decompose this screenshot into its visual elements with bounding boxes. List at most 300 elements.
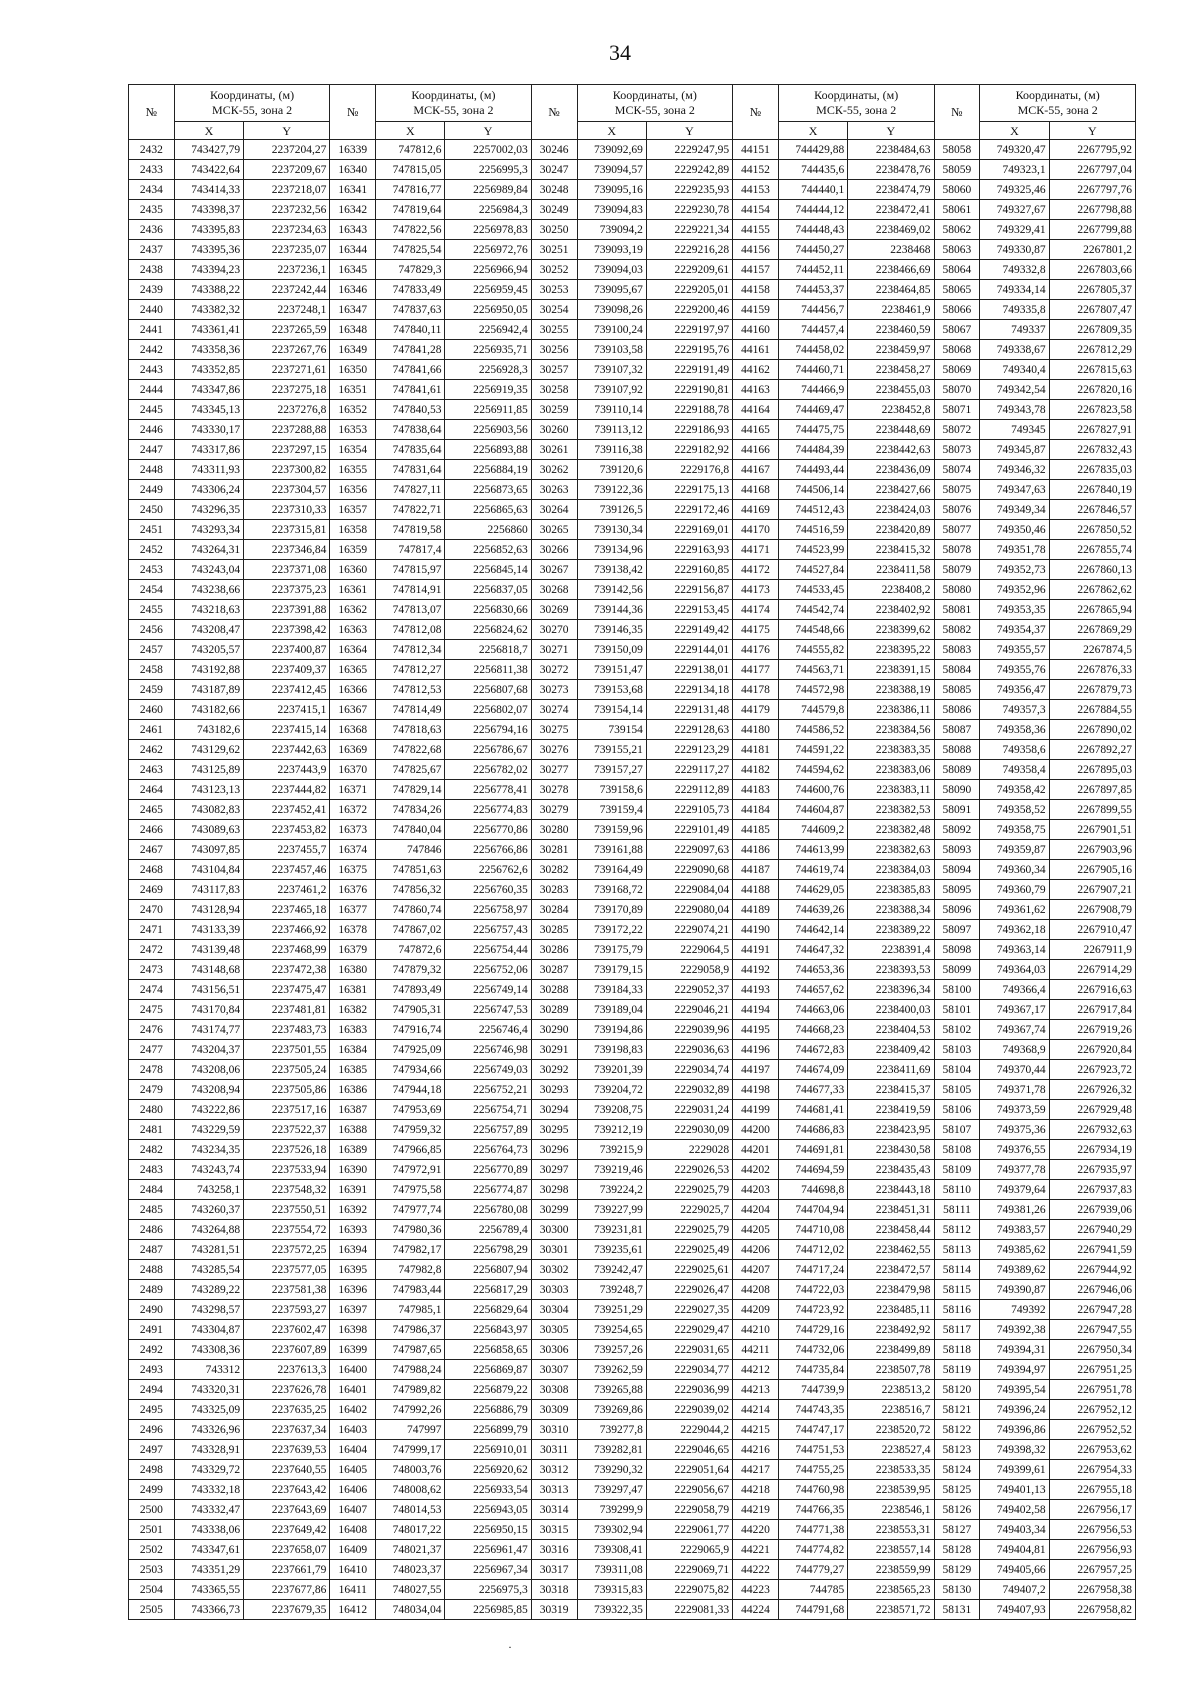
x-coordinate-cell: 749403,34 <box>980 1520 1049 1540</box>
x-coordinate-cell: 743243,04 <box>174 560 243 580</box>
table-row <box>129 1580 1136 1600</box>
x-coordinate-cell: 744493,44 <box>778 460 847 480</box>
x-coordinate-cell: 739103,58 <box>577 340 646 360</box>
y-coordinate-cell: 2237522,37 <box>244 1120 330 1140</box>
point-number-cell: 44207 <box>733 1260 779 1280</box>
x-coordinate-cell: 749351,78 <box>980 540 1049 560</box>
y-coordinate-cell: 2237572,25 <box>244 1240 330 1260</box>
x-coordinate-cell: 743234,35 <box>174 1140 243 1160</box>
point-number-cell: 2455 <box>129 600 175 620</box>
y-coordinate-cell: 2267895,03 <box>1049 760 1135 780</box>
point-number-cell: 30312 <box>531 1460 577 1480</box>
table-row <box>129 960 1136 980</box>
x-coordinate-cell: 744657,62 <box>778 980 847 1000</box>
table-row <box>129 880 1136 900</box>
column-header-y: Y <box>1049 122 1135 140</box>
y-coordinate-cell: 2229090,68 <box>646 860 732 880</box>
point-number-cell: 30258 <box>531 380 577 400</box>
y-coordinate-cell: 2267946,06 <box>1049 1280 1135 1300</box>
x-coordinate-cell: 739095,67 <box>577 280 646 300</box>
point-number-cell: 2449 <box>129 480 175 500</box>
point-number-cell: 58129 <box>934 1560 980 1580</box>
y-coordinate-cell: 2237398,42 <box>244 620 330 640</box>
point-number-cell: 58073 <box>934 440 980 460</box>
y-coordinate-cell: 2237533,94 <box>244 1160 330 1180</box>
y-coordinate-cell: 2229046,65 <box>646 1440 732 1460</box>
point-number-cell: 16344 <box>330 240 376 260</box>
point-number-cell: 16360 <box>330 560 376 580</box>
coordinate-system-label: МСК-55, зона 2 <box>413 103 494 117</box>
x-coordinate-cell: 739098,26 <box>577 300 646 320</box>
y-coordinate-cell: 2237577,05 <box>244 1260 330 1280</box>
x-coordinate-cell: 739308,41 <box>577 1540 646 1560</box>
y-coordinate-cell: 2237234,63 <box>244 220 330 240</box>
y-coordinate-cell: 2267850,52 <box>1049 520 1135 540</box>
point-number-cell: 30274 <box>531 700 577 720</box>
x-coordinate-cell: 743170,84 <box>174 1000 243 1020</box>
x-coordinate-cell: 743148,68 <box>174 960 243 980</box>
x-coordinate-cell: 747983,44 <box>376 1280 445 1300</box>
y-coordinate-cell: 2238460,59 <box>848 320 934 340</box>
y-coordinate-cell: 2267953,62 <box>1049 1440 1135 1460</box>
point-number-cell: 16406 <box>330 1480 376 1500</box>
x-coordinate-cell: 748017,22 <box>376 1520 445 1540</box>
y-coordinate-cell: 2256752,06 <box>445 960 531 980</box>
table-row <box>129 1340 1136 1360</box>
y-coordinate-cell: 2229064,5 <box>646 940 732 960</box>
point-number-cell: 2461 <box>129 720 175 740</box>
x-coordinate-cell: 739299,9 <box>577 1500 646 1520</box>
x-coordinate-cell: 739208,75 <box>577 1100 646 1120</box>
column-header-number: № <box>733 85 779 140</box>
x-coordinate-cell: 744755,25 <box>778 1460 847 1480</box>
x-coordinate-cell: 743352,85 <box>174 360 243 380</box>
point-number-cell: 2452 <box>129 540 175 560</box>
x-coordinate-cell: 739095,16 <box>577 180 646 200</box>
y-coordinate-cell: 2237637,34 <box>244 1420 330 1440</box>
point-number-cell: 58090 <box>934 780 980 800</box>
y-coordinate-cell: 2267947,28 <box>1049 1300 1135 1320</box>
y-coordinate-cell: 2267952,12 <box>1049 1400 1135 1420</box>
table-header <box>129 85 1136 140</box>
y-coordinate-cell: 2256978,83 <box>445 220 531 240</box>
x-coordinate-cell: 743285,54 <box>174 1260 243 1280</box>
x-coordinate-cell: 739144,36 <box>577 600 646 620</box>
y-coordinate-cell: 2267840,19 <box>1049 480 1135 500</box>
x-coordinate-cell: 749320,47 <box>980 140 1049 160</box>
x-coordinate-cell: 739179,15 <box>577 960 646 980</box>
point-number-cell: 58102 <box>934 1020 980 1040</box>
y-coordinate-cell: 2237483,73 <box>244 1020 330 1040</box>
x-coordinate-cell: 747840,53 <box>376 400 445 420</box>
y-coordinate-cell: 2256860 <box>445 520 531 540</box>
point-number-cell: 16377 <box>330 900 376 920</box>
point-number-cell: 58059 <box>934 160 980 180</box>
y-coordinate-cell: 2237346,84 <box>244 540 330 560</box>
x-coordinate-cell: 749360,79 <box>980 880 1049 900</box>
point-number-cell: 16397 <box>330 1300 376 1320</box>
point-number-cell: 44154 <box>733 200 779 220</box>
x-coordinate-cell: 747988,24 <box>376 1360 445 1380</box>
point-number-cell: 44204 <box>733 1200 779 1220</box>
column-header-coordinates <box>577 85 733 122</box>
y-coordinate-cell: 2238435,43 <box>848 1160 934 1180</box>
x-coordinate-cell: 749353,35 <box>980 600 1049 620</box>
x-coordinate-cell: 744512,43 <box>778 500 847 520</box>
point-number-cell: 30248 <box>531 180 577 200</box>
y-coordinate-cell: 2237593,27 <box>244 1300 330 1320</box>
y-coordinate-cell: 2229200,46 <box>646 300 732 320</box>
x-coordinate-cell: 743395,36 <box>174 240 243 260</box>
coordinates-units-label: Координаты, (м) <box>814 88 899 102</box>
x-coordinate-cell: 739093,19 <box>577 240 646 260</box>
y-coordinate-cell: 2256754,44 <box>445 940 531 960</box>
point-number-cell: 44186 <box>733 840 779 860</box>
point-number-cell: 58062 <box>934 220 980 240</box>
y-coordinate-cell: 2238393,53 <box>848 960 934 980</box>
point-number-cell: 44216 <box>733 1440 779 1460</box>
y-coordinate-cell: 2256774,83 <box>445 800 531 820</box>
x-coordinate-cell: 744785 <box>778 1580 847 1600</box>
y-coordinate-cell: 2238391,15 <box>848 660 934 680</box>
y-coordinate-cell: 2256967,34 <box>445 1560 531 1580</box>
y-coordinate-cell: 2256950,15 <box>445 1520 531 1540</box>
x-coordinate-cell: 744760,98 <box>778 1480 847 1500</box>
x-coordinate-cell: 748023,37 <box>376 1560 445 1580</box>
y-coordinate-cell: 2229074,21 <box>646 920 732 940</box>
x-coordinate-cell: 744704,94 <box>778 1200 847 1220</box>
point-number-cell: 44209 <box>733 1300 779 1320</box>
x-coordinate-cell: 749329,41 <box>980 220 1049 240</box>
point-number-cell: 16347 <box>330 300 376 320</box>
point-number-cell: 58117 <box>934 1320 980 1340</box>
x-coordinate-cell: 749383,57 <box>980 1220 1049 1240</box>
x-coordinate-cell: 747812,34 <box>376 640 445 660</box>
x-coordinate-cell: 744732,06 <box>778 1340 847 1360</box>
y-coordinate-cell: 2238400,03 <box>848 1000 934 1020</box>
x-coordinate-cell: 739224,2 <box>577 1180 646 1200</box>
y-coordinate-cell: 2237310,33 <box>244 500 330 520</box>
point-number-cell: 30281 <box>531 840 577 860</box>
y-coordinate-cell: 2237391,88 <box>244 600 330 620</box>
y-coordinate-cell: 2256789,4 <box>445 1220 531 1240</box>
point-number-cell: 2456 <box>129 620 175 640</box>
x-coordinate-cell: 739201,39 <box>577 1060 646 1080</box>
x-coordinate-cell: 747987,65 <box>376 1340 445 1360</box>
point-number-cell: 44213 <box>733 1380 779 1400</box>
y-coordinate-cell: 2237607,89 <box>244 1340 330 1360</box>
point-number-cell: 2459 <box>129 680 175 700</box>
point-number-cell: 30276 <box>531 740 577 760</box>
y-coordinate-cell: 2238464,85 <box>848 280 934 300</box>
y-coordinate-cell: 2237443,9 <box>244 760 330 780</box>
point-number-cell: 16359 <box>330 540 376 560</box>
y-coordinate-cell: 2267950,34 <box>1049 1340 1135 1360</box>
table-row <box>129 1560 1136 1580</box>
y-coordinate-cell: 2267954,33 <box>1049 1460 1135 1480</box>
y-coordinate-cell: 2267815,63 <box>1049 360 1135 380</box>
table-row <box>129 700 1136 720</box>
y-coordinate-cell: 2229172,46 <box>646 500 732 520</box>
point-number-cell: 2433 <box>129 160 175 180</box>
table-row <box>129 800 1136 820</box>
x-coordinate-cell: 747966,85 <box>376 1140 445 1160</box>
x-coordinate-cell: 739130,34 <box>577 520 646 540</box>
y-coordinate-cell: 2229131,48 <box>646 700 732 720</box>
point-number-cell: 16383 <box>330 1020 376 1040</box>
y-coordinate-cell: 2229128,63 <box>646 720 732 740</box>
table-row <box>129 300 1136 320</box>
point-number-cell: 44223 <box>733 1580 779 1600</box>
y-coordinate-cell: 2237581,38 <box>244 1280 330 1300</box>
x-coordinate-cell: 743382,32 <box>174 300 243 320</box>
y-coordinate-cell: 2238424,03 <box>848 500 934 520</box>
y-coordinate-cell: 2237677,86 <box>244 1580 330 1600</box>
coordinates-units-label: Координаты, (м) <box>210 88 295 102</box>
point-number-cell: 16376 <box>330 880 376 900</box>
y-coordinate-cell: 2229046,21 <box>646 1000 732 1020</box>
point-number-cell: 16386 <box>330 1080 376 1100</box>
point-number-cell: 44156 <box>733 240 779 260</box>
y-coordinate-cell: 2237643,42 <box>244 1480 330 1500</box>
point-number-cell: 44169 <box>733 500 779 520</box>
y-coordinate-cell: 2229032,89 <box>646 1080 732 1100</box>
x-coordinate-cell: 747959,32 <box>376 1120 445 1140</box>
x-coordinate-cell: 749358,52 <box>980 800 1049 820</box>
x-coordinate-cell: 744600,76 <box>778 780 847 800</box>
point-number-cell: 16402 <box>330 1400 376 1420</box>
column-header-y: Y <box>445 122 531 140</box>
table-row <box>129 760 1136 780</box>
point-number-cell: 44151 <box>733 140 779 160</box>
x-coordinate-cell: 749390,87 <box>980 1280 1049 1300</box>
point-number-cell: 44179 <box>733 700 779 720</box>
y-coordinate-cell: 2229036,99 <box>646 1380 732 1400</box>
point-number-cell: 2450 <box>129 500 175 520</box>
x-coordinate-cell: 744771,38 <box>778 1520 847 1540</box>
point-number-cell: 16363 <box>330 620 376 640</box>
y-coordinate-cell: 2238415,37 <box>848 1080 934 1100</box>
point-number-cell: 2490 <box>129 1300 175 1320</box>
y-coordinate-cell: 2267801,2 <box>1049 240 1135 260</box>
x-coordinate-cell: 739158,6 <box>577 780 646 800</box>
x-coordinate-cell: 739215,9 <box>577 1140 646 1160</box>
x-coordinate-cell: 748003,76 <box>376 1460 445 1480</box>
x-coordinate-cell: 744774,82 <box>778 1540 847 1560</box>
point-number-cell: 16339 <box>330 140 376 160</box>
y-coordinate-cell: 2238452,8 <box>848 400 934 420</box>
point-number-cell: 30251 <box>531 240 577 260</box>
x-coordinate-cell: 747999,17 <box>376 1440 445 1460</box>
y-coordinate-cell: 2256942,4 <box>445 320 531 340</box>
x-coordinate-cell: 739277,8 <box>577 1420 646 1440</box>
point-number-cell: 44196 <box>733 1040 779 1060</box>
y-coordinate-cell: 2229075,82 <box>646 1580 732 1600</box>
x-coordinate-cell: 744563,71 <box>778 660 847 680</box>
y-coordinate-cell: 2229065,9 <box>646 1540 732 1560</box>
point-number-cell: 30271 <box>531 640 577 660</box>
x-coordinate-cell: 749394,97 <box>980 1360 1049 1380</box>
x-coordinate-cell: 744460,71 <box>778 360 847 380</box>
coordinates-table <box>128 84 1136 1620</box>
page-number: 34 <box>609 40 631 65</box>
column-header-number: № <box>531 85 577 140</box>
y-coordinate-cell: 2256966,94 <box>445 260 531 280</box>
point-number-cell: 2483 <box>129 1160 175 1180</box>
x-coordinate-cell: 747812,6 <box>376 140 445 160</box>
x-coordinate-cell: 739151,47 <box>577 660 646 680</box>
y-coordinate-cell: 2256858,65 <box>445 1340 531 1360</box>
point-number-cell: 16390 <box>330 1160 376 1180</box>
y-coordinate-cell: 2267807,47 <box>1049 300 1135 320</box>
point-number-cell: 16361 <box>330 580 376 600</box>
point-number-cell: 16340 <box>330 160 376 180</box>
y-coordinate-cell: 2256760,35 <box>445 880 531 900</box>
point-number-cell: 30255 <box>531 320 577 340</box>
x-coordinate-cell: 739116,38 <box>577 440 646 460</box>
x-coordinate-cell: 739175,79 <box>577 940 646 960</box>
x-coordinate-cell: 744484,39 <box>778 440 847 460</box>
point-number-cell: 58126 <box>934 1500 980 1520</box>
y-coordinate-cell: 2237554,72 <box>244 1220 330 1240</box>
x-coordinate-cell: 743258,1 <box>174 1180 243 1200</box>
point-number-cell: 2465 <box>129 800 175 820</box>
x-coordinate-cell: 747953,69 <box>376 1100 445 1120</box>
x-coordinate-cell: 743361,41 <box>174 320 243 340</box>
y-coordinate-cell: 2229069,71 <box>646 1560 732 1580</box>
point-number-cell: 16393 <box>330 1220 376 1240</box>
x-coordinate-cell: 743388,22 <box>174 280 243 300</box>
x-coordinate-cell: 743187,89 <box>174 680 243 700</box>
y-coordinate-cell: 2267944,92 <box>1049 1260 1135 1280</box>
y-coordinate-cell: 2238527,4 <box>848 1440 934 1460</box>
table-row <box>129 1220 1136 1240</box>
x-coordinate-cell: 744735,84 <box>778 1360 847 1380</box>
point-number-cell: 2486 <box>129 1220 175 1240</box>
point-number-cell: 2493 <box>129 1360 175 1380</box>
y-coordinate-cell: 2256873,65 <box>445 480 531 500</box>
point-number-cell: 44162 <box>733 360 779 380</box>
x-coordinate-cell: 749342,54 <box>980 380 1049 400</box>
x-coordinate-cell: 749381,26 <box>980 1200 1049 1220</box>
y-coordinate-cell: 2238388,34 <box>848 900 934 920</box>
coordinates-units-label: Координаты, (м) <box>411 88 496 102</box>
y-coordinate-cell: 2229029,47 <box>646 1320 732 1340</box>
y-coordinate-cell: 2256746,4 <box>445 1020 531 1040</box>
point-number-cell: 44175 <box>733 620 779 640</box>
point-number-cell: 2504 <box>129 1580 175 1600</box>
point-number-cell: 58106 <box>934 1100 980 1120</box>
x-coordinate-cell: 739194,86 <box>577 1020 646 1040</box>
x-coordinate-cell: 744677,33 <box>778 1080 847 1100</box>
point-number-cell: 44211 <box>733 1340 779 1360</box>
x-coordinate-cell: 747829,14 <box>376 780 445 800</box>
point-number-cell: 58099 <box>934 960 980 980</box>
y-coordinate-cell: 2256920,62 <box>445 1460 531 1480</box>
y-coordinate-cell: 2238430,58 <box>848 1140 934 1160</box>
table-row <box>129 900 1136 920</box>
point-number-cell: 30307 <box>531 1360 577 1380</box>
x-coordinate-cell: 747822,68 <box>376 740 445 760</box>
point-number-cell: 58112 <box>934 1220 980 1240</box>
column-header-coordinates <box>980 85 1136 122</box>
point-number-cell: 2447 <box>129 440 175 460</box>
y-coordinate-cell: 2238384,56 <box>848 720 934 740</box>
y-coordinate-cell: 2256869,87 <box>445 1360 531 1380</box>
y-coordinate-cell: 2229034,77 <box>646 1360 732 1380</box>
y-coordinate-cell: 2267798,88 <box>1049 200 1135 220</box>
point-number-cell: 30296 <box>531 1140 577 1160</box>
x-coordinate-cell: 744448,43 <box>778 220 847 240</box>
point-number-cell: 2448 <box>129 460 175 480</box>
y-coordinate-cell: 2237466,92 <box>244 920 330 940</box>
x-coordinate-cell: 739107,92 <box>577 380 646 400</box>
y-coordinate-cell: 2256919,35 <box>445 380 531 400</box>
x-coordinate-cell: 743345,13 <box>174 400 243 420</box>
point-number-cell: 16355 <box>330 460 376 480</box>
point-number-cell: 16374 <box>330 840 376 860</box>
table-row <box>129 400 1136 420</box>
x-coordinate-cell: 747841,28 <box>376 340 445 360</box>
point-number-cell: 30288 <box>531 980 577 1000</box>
x-coordinate-cell: 743308,36 <box>174 1340 243 1360</box>
point-number-cell: 44181 <box>733 740 779 760</box>
y-coordinate-cell: 2238492,92 <box>848 1320 934 1340</box>
point-number-cell: 44184 <box>733 800 779 820</box>
x-coordinate-cell: 749405,66 <box>980 1560 1049 1580</box>
point-number-cell: 2454 <box>129 580 175 600</box>
table-row <box>129 1260 1136 1280</box>
y-coordinate-cell: 2267939,06 <box>1049 1200 1135 1220</box>
y-coordinate-cell: 2229061,77 <box>646 1520 732 1540</box>
x-coordinate-cell: 747835,64 <box>376 440 445 460</box>
y-coordinate-cell: 2229039,96 <box>646 1020 732 1040</box>
x-coordinate-cell: 749337 <box>980 320 1049 340</box>
x-coordinate-cell: 747860,74 <box>376 900 445 920</box>
y-coordinate-cell: 2238389,22 <box>848 920 934 940</box>
y-coordinate-cell: 2238461,9 <box>848 300 934 320</box>
x-coordinate-cell: 747833,49 <box>376 280 445 300</box>
x-coordinate-cell: 739322,35 <box>577 1600 646 1620</box>
x-coordinate-cell: 739257,26 <box>577 1340 646 1360</box>
point-number-cell: 16351 <box>330 380 376 400</box>
y-coordinate-cell: 2237315,81 <box>244 520 330 540</box>
x-coordinate-cell: 747840,11 <box>376 320 445 340</box>
table-row <box>129 320 1136 340</box>
y-coordinate-cell: 2267879,73 <box>1049 680 1135 700</box>
y-coordinate-cell: 2237481,81 <box>244 1000 330 1020</box>
x-coordinate-cell: 743097,85 <box>174 840 243 860</box>
point-number-cell: 16352 <box>330 400 376 420</box>
point-number-cell: 30315 <box>531 1520 577 1540</box>
point-number-cell: 16408 <box>330 1520 376 1540</box>
point-number-cell: 44152 <box>733 160 779 180</box>
y-coordinate-cell: 2229242,89 <box>646 160 732 180</box>
point-number-cell: 2434 <box>129 180 175 200</box>
point-number-cell: 44182 <box>733 760 779 780</box>
point-number-cell: 30257 <box>531 360 577 380</box>
point-number-cell: 58115 <box>934 1280 980 1300</box>
point-number-cell: 16341 <box>330 180 376 200</box>
y-coordinate-cell: 2238408,2 <box>848 580 934 600</box>
y-coordinate-cell: 2238386,11 <box>848 700 934 720</box>
y-coordinate-cell: 2229190,81 <box>646 380 732 400</box>
x-coordinate-cell: 739094,03 <box>577 260 646 280</box>
x-coordinate-cell: 744591,22 <box>778 740 847 760</box>
y-coordinate-cell: 2256886,79 <box>445 1400 531 1420</box>
point-number-cell: 2499 <box>129 1480 175 1500</box>
point-number-cell: 58060 <box>934 180 980 200</box>
